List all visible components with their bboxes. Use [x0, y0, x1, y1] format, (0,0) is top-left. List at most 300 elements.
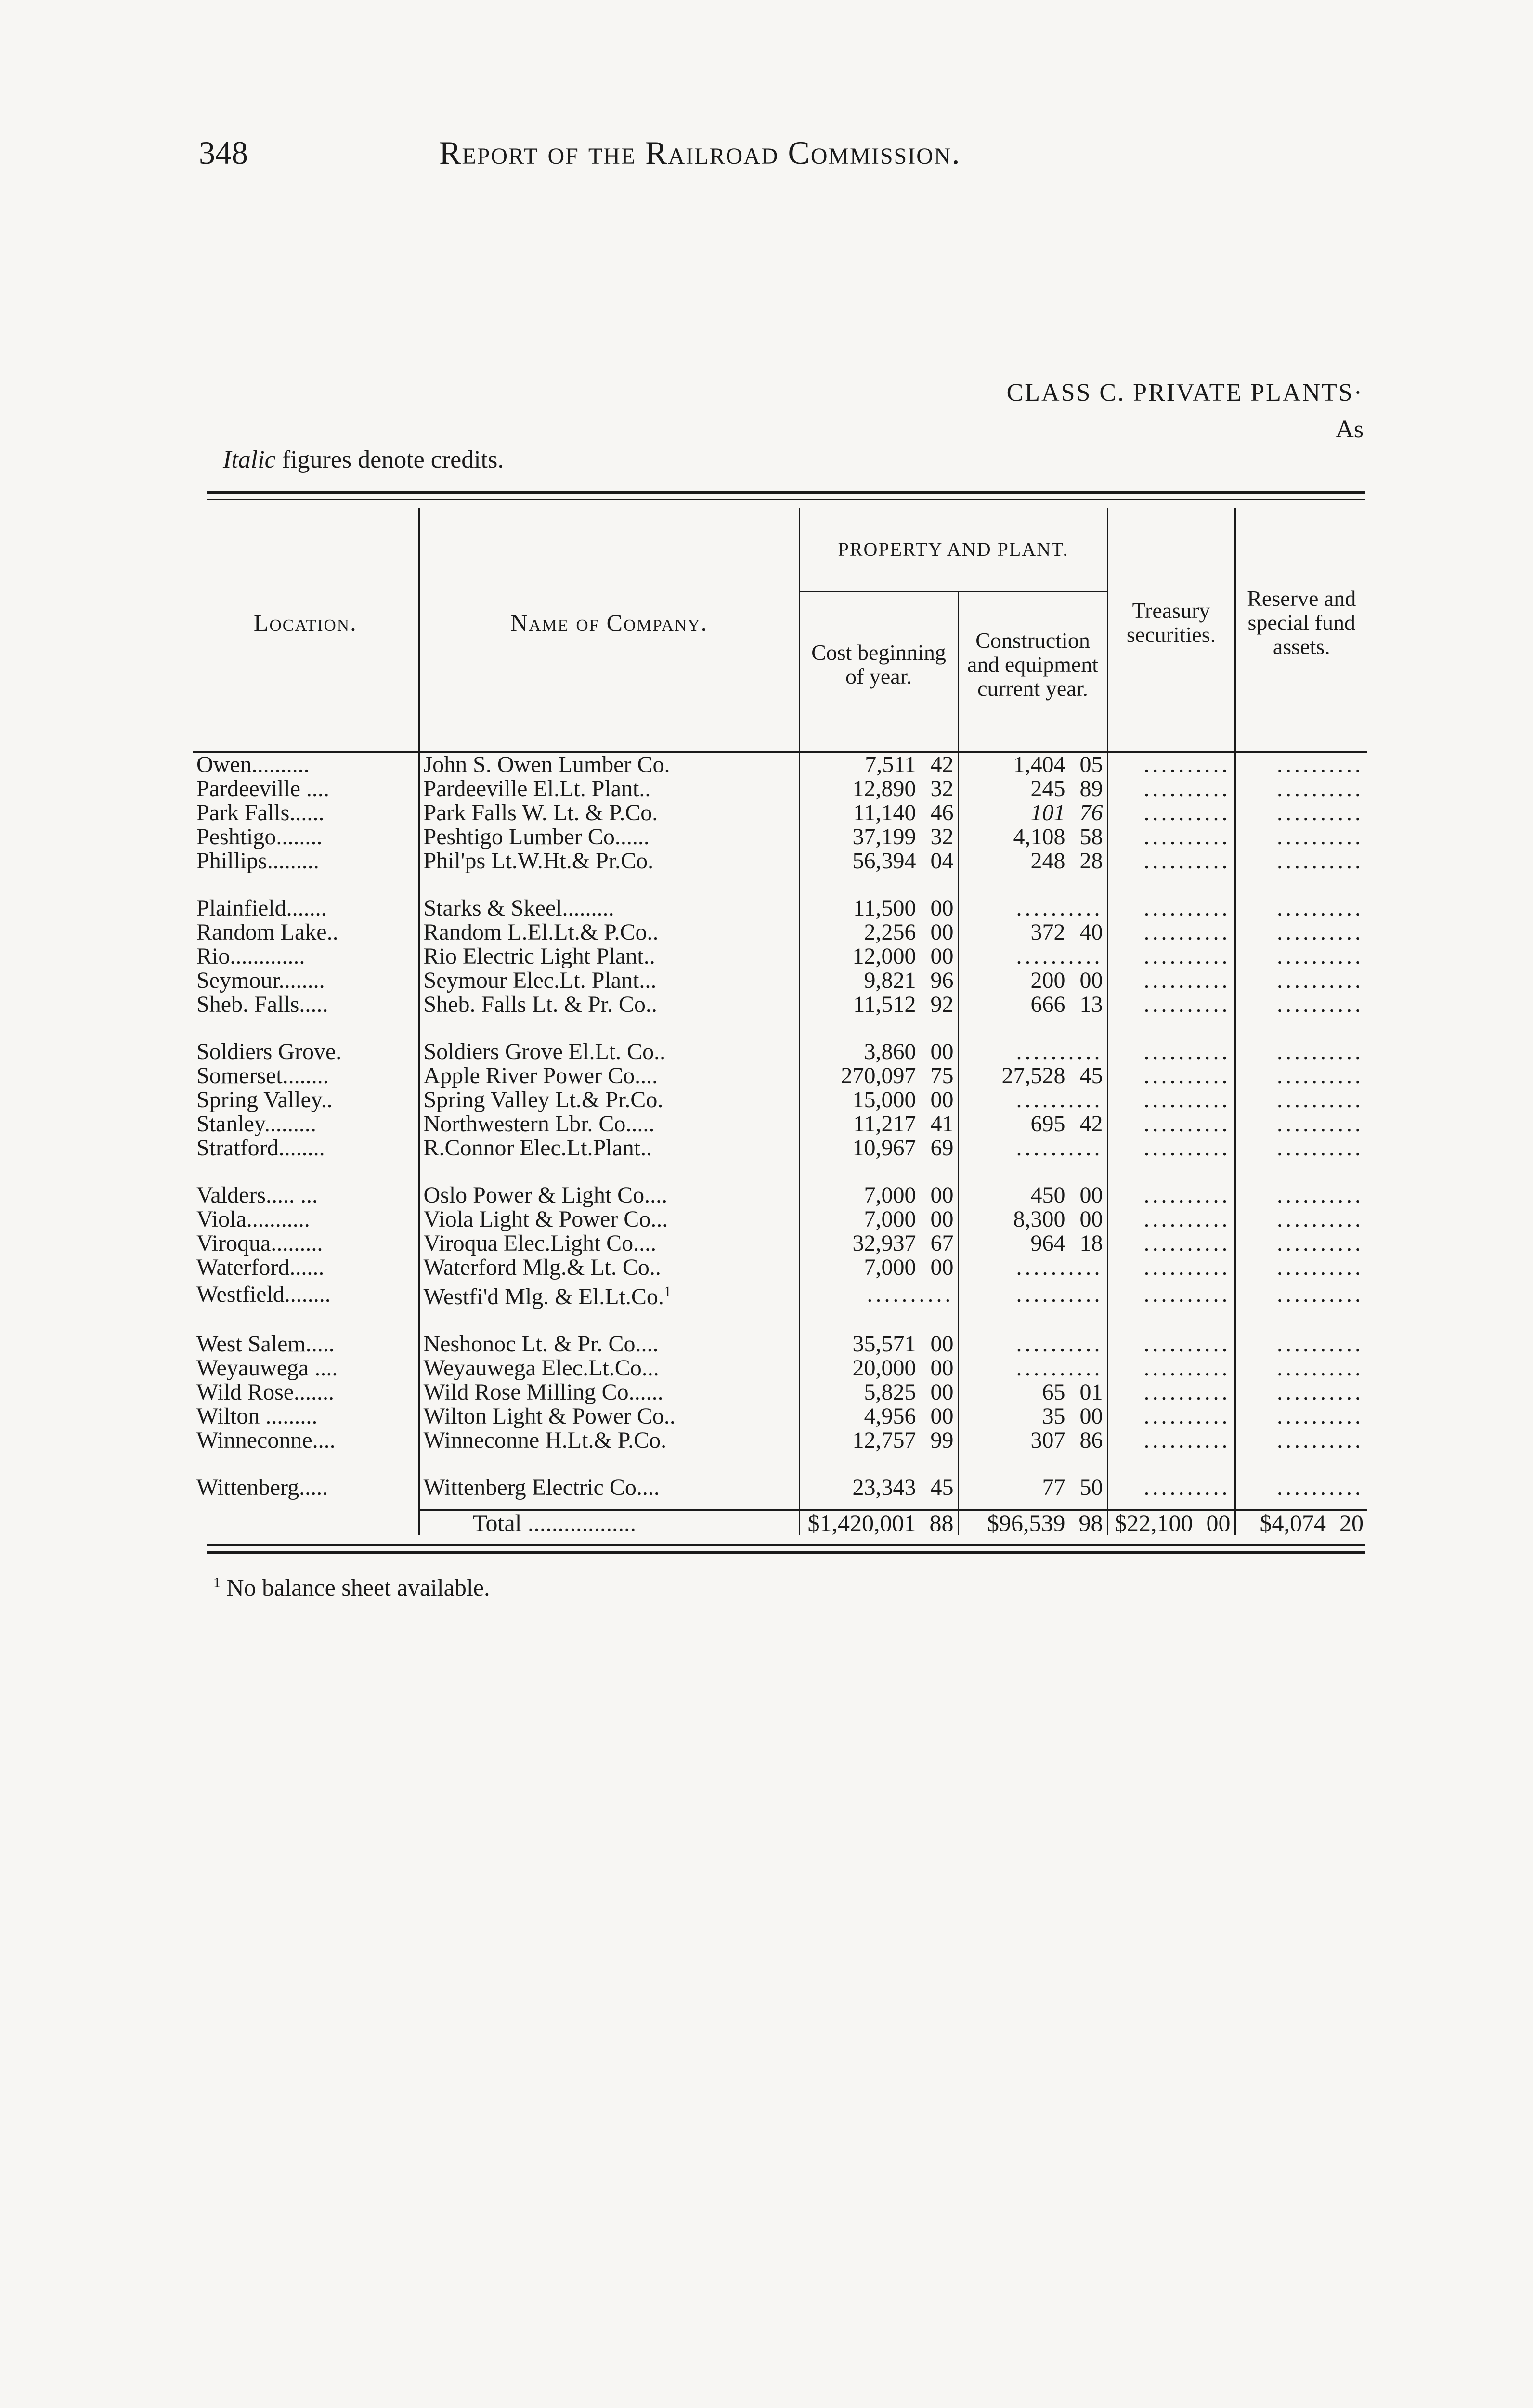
col-header-cost: Cost beginning of year. [799, 592, 958, 737]
company-cell [419, 1112, 799, 1136]
construction-cell [958, 1231, 1107, 1256]
construction-cell-cents: 05 [1079, 752, 1103, 777]
construction-cell-cents: 40 [1079, 920, 1103, 944]
construction-cell [958, 777, 1107, 801]
leader-dots: .......... [1143, 896, 1231, 920]
cost-cell-cents: 04 [930, 849, 954, 873]
spacer-cell [958, 1017, 1107, 1040]
total-construction-dollars: $96,539 [987, 1510, 1065, 1535]
cost-cell-dollars: 15,000 [852, 1088, 916, 1112]
spacer-cell [1107, 1500, 1235, 1510]
company-name: Northwestern Lbr. Co..... [423, 1112, 655, 1136]
construction-cell [958, 944, 1107, 968]
total-construction [958, 1510, 1107, 1535]
total-treasury-dollars: $22,100 [1115, 1510, 1193, 1535]
location-cell: Somerset........ [196, 1064, 329, 1088]
leader-dots: .......... [1143, 1356, 1231, 1380]
leader-dots: .......... [1143, 968, 1231, 993]
company-name: Phil'ps Lt.W.Ht.& Pr.Co. [423, 849, 654, 873]
treasury-cell [1107, 920, 1235, 944]
cost-cell-cents: 32 [930, 825, 954, 849]
treasury-cell [1107, 968, 1235, 993]
italic-note [223, 445, 504, 474]
company-cell [419, 1040, 799, 1064]
cost-cell-cents: 41 [930, 1112, 954, 1136]
leader-dots: .......... [1016, 944, 1103, 968]
cost-cell-cents: 00 [930, 1256, 954, 1280]
construction-cell-cents: 00 [1079, 1207, 1103, 1231]
cost-cell-cents: 00 [930, 1183, 954, 1207]
table-row [193, 1256, 1367, 1280]
construction-cell-dollars: 101 [1030, 801, 1065, 825]
company-cell [419, 777, 799, 801]
cost-cell [799, 1356, 958, 1380]
cost-cell-cents: 42 [930, 752, 954, 777]
spacer-cell [419, 1309, 799, 1332]
cost-cell [799, 896, 958, 920]
table-row [193, 1428, 1367, 1453]
reserve-cell [1235, 1356, 1367, 1380]
cost-cell-dollars: 10,967 [852, 1136, 916, 1160]
reserve-cell [1235, 1207, 1367, 1231]
construction-cell [958, 920, 1107, 944]
class-subtitle: As [1336, 416, 1364, 443]
table-row [193, 1280, 1367, 1309]
spacer-cell [193, 1500, 419, 1510]
leader-dots: .......... [867, 1281, 954, 1307]
cost-cell [799, 825, 958, 849]
reserve-cell [1235, 1183, 1367, 1207]
treasury-cell [1107, 777, 1235, 801]
leader-dots: .......... [1143, 993, 1231, 1017]
spacer-cell [958, 1500, 1107, 1510]
footnote-mark: 1 [213, 1574, 221, 1591]
treasury-cell [1107, 1088, 1235, 1112]
spacer-cell [1107, 1309, 1235, 1332]
leader-dots: .......... [1277, 944, 1364, 968]
location-cell: Soldiers Grove. [196, 1040, 342, 1064]
company-name: Rio Electric Light Plant.. [423, 944, 655, 968]
leader-dots: .......... [1016, 1088, 1103, 1112]
cost-cell-dollars: 20,000 [852, 1356, 916, 1380]
company-name: Spring Valley Lt.& Pr.Co. [423, 1088, 663, 1112]
leader-dots: .......... [1143, 1064, 1231, 1088]
leader-dots: .......... [1277, 1040, 1364, 1064]
construction-cell-cents: 42 [1079, 1112, 1103, 1136]
spacer-cell [799, 1309, 958, 1332]
location-cell: Pardeeville .... [196, 777, 329, 801]
cost-cell [799, 1332, 958, 1356]
cost-cell [799, 1280, 958, 1309]
spacer-cell [419, 1017, 799, 1040]
construction-cell-cents: 89 [1079, 777, 1103, 801]
construction-cell-cents: 01 [1079, 1380, 1103, 1404]
leader-dots: .......... [1016, 1040, 1103, 1064]
table-row [193, 1231, 1367, 1256]
cost-cell-cents: 75 [930, 1064, 954, 1088]
cost-cell-cents: 69 [930, 1136, 954, 1160]
construction-cell-dollars: 964 [1030, 1231, 1065, 1256]
group-spacer [193, 1309, 1367, 1332]
reserve-cell [1235, 1404, 1367, 1428]
bottom-rule-2 [207, 1551, 1365, 1554]
leader-dots: .......... [1277, 1088, 1364, 1112]
financial-table [193, 508, 1367, 1535]
cost-cell-dollars: 4,956 [864, 1404, 916, 1428]
company-name: Apple River Power Co.... [423, 1064, 658, 1088]
leader-dots: .......... [1277, 1356, 1364, 1380]
location-cell: Winneconne.... [196, 1428, 336, 1453]
treasury-cell [1107, 752, 1235, 777]
construction-cell [958, 752, 1107, 777]
table-row [193, 1088, 1367, 1112]
cost-cell-dollars: 270,097 [841, 1064, 916, 1088]
reserve-cell [1235, 752, 1367, 777]
leader-dots: .......... [1143, 825, 1231, 849]
construction-cell-dollars: 372 [1030, 920, 1065, 944]
location-cell: Westfield........ [196, 1281, 331, 1307]
group-spacer [193, 1160, 1367, 1183]
col-header-property-group: PROPERTY AND PLANT. [799, 508, 1107, 592]
treasury-cell [1107, 825, 1235, 849]
company-cell [419, 1280, 799, 1309]
location-cell: Weyauwega .... [196, 1356, 338, 1380]
location-cell: Park Falls...... [196, 801, 325, 825]
cost-cell-dollars: 12,000 [852, 944, 916, 968]
leader-dots: .......... [1143, 1231, 1231, 1256]
construction-cell-cents: 18 [1079, 1231, 1103, 1256]
cost-cell-cents: 00 [930, 944, 954, 968]
group-spacer [193, 1017, 1367, 1040]
table-row [193, 993, 1367, 1017]
cost-cell [799, 968, 958, 993]
company-name: Viola Light & Power Co... [423, 1207, 668, 1231]
cost-cell-cents: 00 [930, 896, 954, 920]
spacer-cell [1235, 873, 1367, 896]
leader-dots: .......... [1016, 1256, 1103, 1280]
cost-cell [799, 920, 958, 944]
company-name: John S. Owen Lumber Co. [423, 752, 670, 777]
total-label: Total .................. [419, 1510, 799, 1535]
spacer-cell [799, 1500, 958, 1510]
leader-dots: .......... [1277, 825, 1364, 849]
cost-cell [799, 1231, 958, 1256]
cost-cell-dollars: 11,512 [853, 993, 916, 1017]
spacer-cell [193, 1309, 419, 1332]
location-cell: Waterford...... [196, 1256, 325, 1280]
table-row [193, 825, 1367, 849]
cost-cell-dollars: 2,256 [864, 920, 916, 944]
leader-dots: .......... [1277, 752, 1364, 777]
construction-cell [958, 1476, 1107, 1500]
location-cell: Spring Valley.. [196, 1088, 333, 1112]
leader-dots: .......... [1277, 1476, 1364, 1500]
company-cell [419, 1428, 799, 1453]
cost-cell-dollars: 32,937 [852, 1231, 916, 1256]
group-spacer [193, 873, 1367, 896]
construction-cell-dollars: 1,404 [1013, 752, 1065, 777]
reserve-cell [1235, 1256, 1367, 1280]
total-cost-cents: 88 [929, 1510, 954, 1535]
location-cell: Peshtigo........ [196, 825, 323, 849]
reserve-cell [1235, 777, 1367, 801]
table-row [193, 801, 1367, 825]
treasury-cell [1107, 1207, 1235, 1231]
bottom-rule-1 [207, 1544, 1365, 1546]
table-row [193, 944, 1367, 968]
reserve-cell [1235, 1231, 1367, 1256]
hdr-line [1235, 737, 1367, 752]
location-cell: Plainfield....... [196, 896, 327, 920]
treasury-cell [1107, 1356, 1235, 1380]
company-cell [419, 1404, 799, 1428]
construction-cell-dollars: 77 [1042, 1476, 1065, 1500]
cost-cell-dollars: 11,217 [853, 1112, 916, 1136]
table-row [193, 1476, 1367, 1500]
company-cell [419, 1088, 799, 1112]
treasury-cell [1107, 1428, 1235, 1453]
hdr-line [799, 737, 958, 752]
construction-cell [958, 1356, 1107, 1380]
leader-dots: .......... [1143, 1040, 1231, 1064]
cost-cell-dollars: 7,000 [864, 1256, 916, 1280]
construction-cell [958, 1088, 1107, 1112]
company-cell [419, 968, 799, 993]
leader-dots: .......... [1277, 993, 1364, 1017]
cost-cell-cents: 00 [930, 1088, 954, 1112]
leader-dots: .......... [1016, 1332, 1103, 1356]
cost-cell-cents: 00 [930, 1332, 954, 1356]
cost-cell-dollars: 37,199 [852, 825, 916, 849]
table-row [193, 1332, 1367, 1356]
company-cell [419, 825, 799, 849]
cost-cell-dollars: 11,140 [853, 801, 916, 825]
construction-cell-cents: 50 [1079, 1476, 1103, 1500]
cost-cell-dollars: 56,394 [852, 849, 916, 873]
company-cell [419, 896, 799, 920]
cost-cell-cents: 00 [930, 1356, 954, 1380]
construction-cell-cents: 13 [1079, 993, 1103, 1017]
construction-cell [958, 1040, 1107, 1064]
spacer-cell [1235, 1017, 1367, 1040]
company-name: Oslo Power & Light Co.... [423, 1183, 668, 1207]
cost-cell [799, 993, 958, 1017]
leader-dots: .......... [1143, 1332, 1231, 1356]
hdr-line [958, 737, 1107, 752]
total-spacer [193, 1500, 1367, 1510]
location-cell: Stratford........ [196, 1136, 325, 1160]
treasury-cell [1107, 1231, 1235, 1256]
cost-cell [799, 1380, 958, 1404]
cost-cell-cents: 00 [930, 1040, 954, 1064]
leader-dots: .......... [1143, 944, 1231, 968]
table-row [193, 968, 1367, 993]
company-cell [419, 801, 799, 825]
spacer-cell [958, 1309, 1107, 1332]
leader-dots: .......... [1277, 1380, 1364, 1404]
spacer-cell [193, 873, 419, 896]
company-cell [419, 849, 799, 873]
cost-cell-cents: 99 [930, 1428, 954, 1453]
location-cell: Viola........... [196, 1207, 310, 1231]
spacer-cell [958, 1453, 1107, 1476]
cost-cell [799, 801, 958, 825]
table-row [193, 752, 1367, 777]
spacer-cell [193, 1453, 419, 1476]
reserve-cell [1235, 896, 1367, 920]
company-cell [419, 1332, 799, 1356]
leader-dots: .......... [1143, 1380, 1231, 1404]
spacer-cell [1107, 1017, 1235, 1040]
cost-cell-cents: 96 [930, 968, 954, 993]
construction-cell [958, 825, 1107, 849]
cost-cell-cents: 00 [930, 920, 954, 944]
cost-cell-dollars: 7,511 [865, 752, 916, 777]
cost-cell [799, 1112, 958, 1136]
company-cell [419, 1476, 799, 1500]
leader-dots: .......... [1277, 1064, 1364, 1088]
spacer-cell [193, 1017, 419, 1040]
col-header-company: Name of Company. [419, 508, 799, 737]
cost-cell [799, 1428, 958, 1453]
spacer-cell [799, 873, 958, 896]
leader-dots: .......... [1277, 1112, 1364, 1136]
spacer-cell [419, 1500, 799, 1510]
total-construction-cents: 98 [1078, 1510, 1103, 1535]
total-treasury-cents: 00 [1206, 1510, 1231, 1535]
leader-dots: .......... [1143, 1428, 1231, 1453]
cost-cell [799, 777, 958, 801]
spacer-cell [1107, 1160, 1235, 1183]
leader-dots: .......... [1143, 1183, 1231, 1207]
company-cell [419, 1231, 799, 1256]
construction-cell-cents: 45 [1079, 1064, 1103, 1088]
leader-dots: .......... [1143, 1207, 1231, 1231]
company-name: Westfi'd Mlg. & El.Lt.Co. [423, 1284, 664, 1309]
italic-word: Italic [223, 446, 276, 473]
reserve-cell [1235, 1136, 1367, 1160]
table-row [193, 1404, 1367, 1428]
construction-cell-cents: 86 [1079, 1428, 1103, 1453]
treasury-cell [1107, 1040, 1235, 1064]
construction-cell [958, 993, 1107, 1017]
cost-cell-dollars: 9,821 [864, 968, 916, 993]
footnote [213, 1573, 490, 1601]
construction-cell [958, 1064, 1107, 1088]
treasury-cell [1107, 1280, 1235, 1309]
construction-cell [958, 849, 1107, 873]
cost-cell [799, 849, 958, 873]
company-cell [419, 1380, 799, 1404]
leader-dots: .......... [1016, 1356, 1103, 1380]
company-name: Starks & Skeel......... [423, 896, 614, 920]
location-cell: Random Lake.. [196, 920, 338, 944]
leader-dots: .......... [1143, 1281, 1231, 1307]
leader-dots: .......... [1143, 777, 1231, 801]
reserve-cell [1235, 1476, 1367, 1500]
leader-dots: .......... [1143, 1136, 1231, 1160]
top-rule-1 [207, 491, 1365, 494]
table-row [193, 849, 1367, 873]
cost-cell-dollars: 12,757 [852, 1428, 916, 1453]
company-name: Wild Rose Milling Co...... [423, 1380, 663, 1404]
spacer-cell [1235, 1500, 1367, 1510]
construction-cell-cents: 00 [1079, 968, 1103, 993]
construction-cell-dollars: 35 [1042, 1404, 1065, 1428]
leader-dots: .......... [1277, 1404, 1364, 1428]
cost-cell-cents: 00 [930, 1207, 954, 1231]
hdr-line [1107, 737, 1235, 752]
construction-cell [958, 896, 1107, 920]
treasury-cell [1107, 896, 1235, 920]
spacer-cell [1235, 1309, 1367, 1332]
construction-cell-dollars: 27,528 [1001, 1064, 1065, 1088]
cost-cell-cents: 92 [930, 993, 954, 1017]
table-row [193, 777, 1367, 801]
location-cell: Phillips......... [196, 849, 319, 873]
group-spacer [193, 1453, 1367, 1476]
location-cell: Seymour........ [196, 968, 325, 993]
reserve-cell [1235, 825, 1367, 849]
cost-cell [799, 1256, 958, 1280]
cost-cell [799, 1183, 958, 1207]
construction-cell-dollars: 307 [1030, 1428, 1065, 1453]
company-name: Waterford Mlg.& Lt. Co.. [423, 1256, 661, 1280]
table-body [193, 752, 1367, 1535]
company-cell [419, 993, 799, 1017]
company-cell [419, 1207, 799, 1231]
footnote-text: No balance sheet available. [221, 1574, 490, 1601]
total-reserve-cents: 20 [1339, 1510, 1364, 1535]
cost-cell-dollars: 35,571 [852, 1332, 916, 1356]
company-cell [419, 944, 799, 968]
total-blank [193, 1510, 419, 1535]
location-cell: West Salem..... [196, 1332, 335, 1356]
treasury-cell [1107, 1476, 1235, 1500]
company-name: Park Falls W. Lt. & P.Co. [423, 801, 658, 825]
spacer-cell [1107, 873, 1235, 896]
reserve-cell [1235, 920, 1367, 944]
location-cell: Owen.......... [196, 752, 310, 777]
company-name: Viroqua Elec.Light Co.... [423, 1231, 657, 1256]
leader-dots: .......... [1277, 1231, 1364, 1256]
spacer-cell [799, 1160, 958, 1183]
spacer-cell [419, 873, 799, 896]
construction-cell-dollars: 65 [1042, 1380, 1065, 1404]
table-row [193, 1207, 1367, 1231]
cost-cell [799, 1136, 958, 1160]
table-row [193, 1040, 1367, 1064]
cost-cell-dollars: 11,500 [853, 896, 916, 920]
leader-dots: .......... [1277, 801, 1364, 825]
leader-dots: .......... [1016, 896, 1103, 920]
construction-cell [958, 801, 1107, 825]
construction-cell-cents: 00 [1079, 1183, 1103, 1207]
reserve-cell [1235, 801, 1367, 825]
leader-dots: .......... [1277, 1281, 1364, 1307]
treasury-cell [1107, 1380, 1235, 1404]
col-header-reserve: Reserve and special fund assets. [1235, 508, 1367, 737]
treasury-cell [1107, 1256, 1235, 1280]
treasury-cell [1107, 1064, 1235, 1088]
construction-cell [958, 1380, 1107, 1404]
cost-cell [799, 944, 958, 968]
reserve-cell [1235, 1280, 1367, 1309]
reserve-cell [1235, 849, 1367, 873]
cost-cell-cents: 67 [930, 1231, 954, 1256]
construction-cell [958, 1280, 1107, 1309]
class-title: CLASS C. PRIVATE PLANTS· [1006, 379, 1364, 406]
